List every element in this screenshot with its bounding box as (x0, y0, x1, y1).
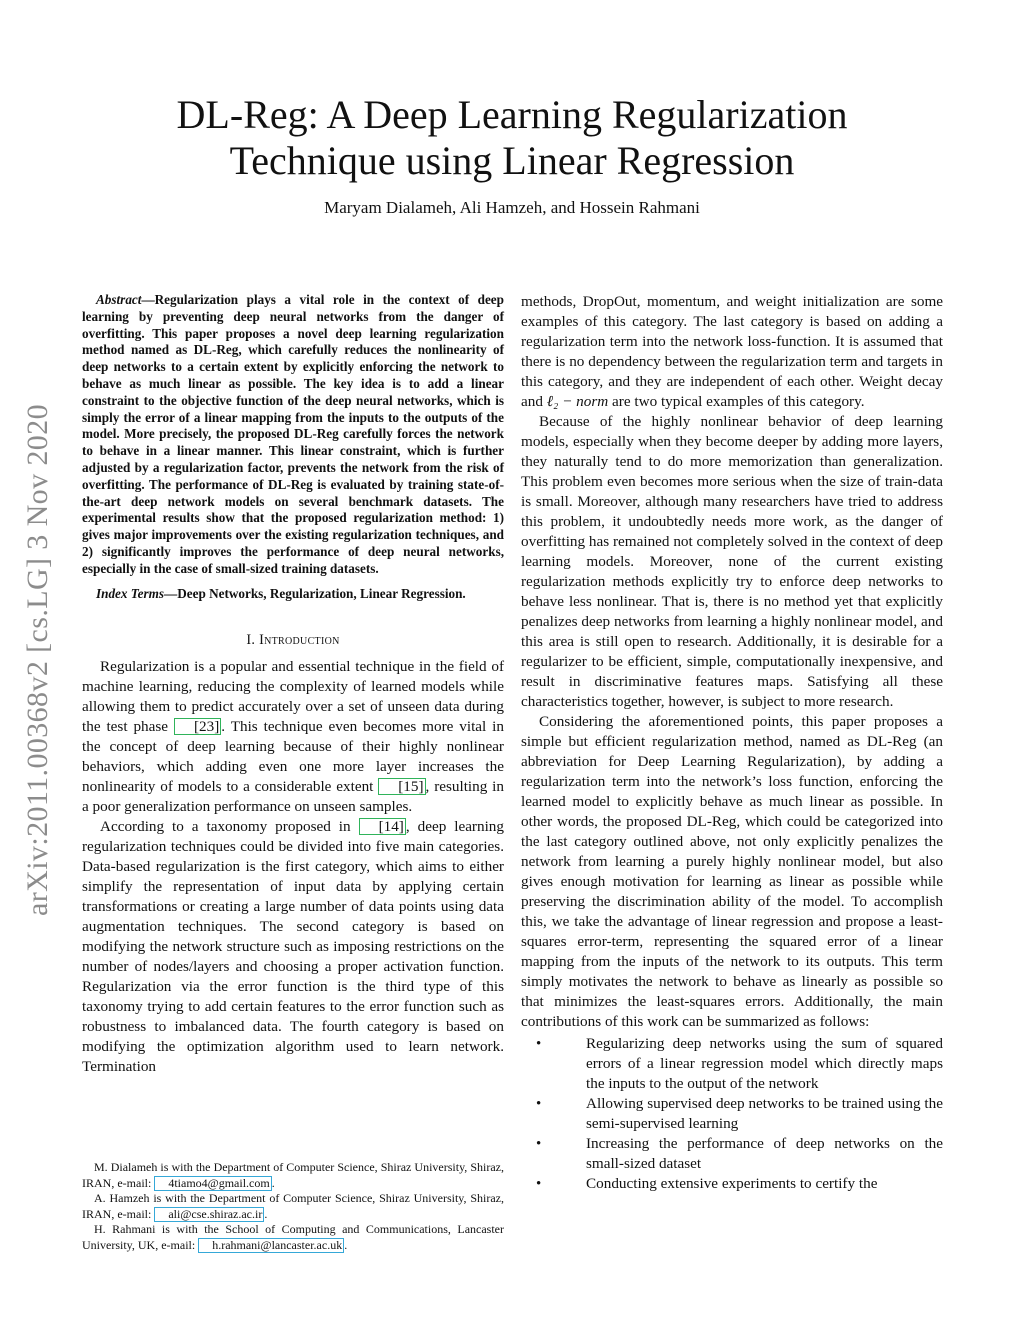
list-item (521, 1134, 943, 1174)
bullet-icon: • (536, 1036, 542, 1052)
bullet-icon: • (536, 1136, 542, 1152)
footnote-hamzeh (82, 1191, 504, 1222)
footnote-rahmani (82, 1222, 504, 1253)
contribution-text: Conducting extensive experiments to certify the (586, 1175, 878, 1192)
intro-p2-text-a: According to a taxonomy proposed in (100, 818, 359, 836)
footnote-text: M. Dialameh is with the Department of Computer Science, Shiraz University, Shiraz, IRAN, e-mail: (82, 1160, 504, 1190)
email-link[interactable]: 4tiamo4@gmail.com (154, 1176, 271, 1191)
right-paragraph-2: Because of the highly nonlinear behavior of deep learning models, especially when they become deeper by adding more layers, they naturally tend to do more memorization than generalization. This problem even becomes more serious when the size of train-data is small. Moreover, although many researchers have tried to address this problem, it undoubtedly needs more work, as the danger of overfitting has remained not completely solved in the context of deep learning models. Moreover, none of the current existing regularization methods explicitly try to enforce deep networks to behave less nonlinear. That is, there is no method yet that explicitly penalizes deep networks from learning a highly nonlinear model, and this area is still open to research. Additionally, it is desirable for a regularizer to be efficient, simple, computationally inexpensive, and result in discriminative features maps. Satisfying all these characteristics together, however, is subject to more research. (521, 413, 943, 710)
section-title: Introduction (259, 632, 340, 649)
intro-paragraph-1 (82, 657, 504, 817)
author-footnotes (82, 1160, 504, 1254)
right-p1-text-b: are two typical examples of this category. (608, 393, 865, 410)
paper-title (100, 92, 924, 184)
intro-p1-text-a: Regularization is a popular and essential technique in the field of machine learning, reducing the complexity of learned models while allowing them to predict accurately over a set of unseen data during the test phase (82, 658, 504, 736)
l2-norm-math: ℓ₂ − norm (546, 393, 609, 410)
intro-p1-text-c: , resulting in a poor generalization performance on unseen samples. (82, 778, 504, 816)
title-line-2: Technique using Linear Regression (229, 138, 795, 183)
left-column (82, 292, 504, 1077)
title-line-1: DL-Reg: A Deep Learning Regularization (176, 92, 848, 137)
author-list: Maryam Dialameh, Ali Hamzeh, and Hossein Rahmani (324, 198, 700, 217)
intro-p2-text-b: , deep learning regularization techniques could be divided into five main categories. Data-based regularization is the first category, which aims to either simplify the representation of input data by applying certain transformations or creating a large number of data points using data augmentation techniques. The second category is based on modifying the network structure such as imposing restrictions on the number of nodes/layers and choosing a proper activation function. Regularization via the error function is the third type of this taxonomy trying to add certain features to the error function such as robustness to imbalanced data. The fourth category is based on modifying the optimization algorithm used to learn network. Termination (82, 818, 504, 1076)
email-link[interactable]: h.rahmani@lancaster.ac.uk (198, 1238, 344, 1253)
right-paragraph-3: Considering the aforementioned points, this paper proposes a simple but efficient regularization method, named as DL-Reg (an abbreviation for Deep Learning Regularization), by adding a regularization term into the network’s loss function, enforcing the learned model to explicitly behave as much linear as possible. In other words, the proposed DL-Reg, which could be categorized into the last category outlined above, not only explicitly penalizes the network from learning a purely highly nonlinear model, but also gives enough motivation for learning as linear as possible while preserving the discrimination ability of the model. To accomplish this, we take the advantage of linear regression and propose a least-squares error-term, representing the squared error of a linear mapping from the inputs of the network to its outputs. This term simply motivates the network to behave as linearly as possible so that minimizes the least-squares errors. Additionally, the main contributions of this work can be summarized as follows: (521, 713, 943, 1030)
arxiv-sidebar (8, 360, 68, 960)
list-item (521, 1034, 943, 1094)
right-column (521, 292, 943, 1194)
footnote-end: . (344, 1237, 348, 1252)
section-heading-introduction (82, 630, 504, 650)
footnote-end: . (271, 1175, 275, 1190)
abstract-text: —Regularization plays a vital role in the context of deep learning by preventing deep neural networks from the danger of overfitting. This paper proposes a novel deep learning regularization method named as DL-Reg, which carefully reduces the nonlinearity of deep networks to a certain extent by explicitly enforcing the network to behave as much linear as possible. The key idea is to add a linear constraint to the objective function of the deep neural networks, which is simply the error of a linear mapping from the inputs to the outputs of the model. More precisely, the proposed DL-Reg carefully forces the network to behave in a linear manner. This linear constraint, which is further adjusted by a regularization factor, prevents the network from the risk of overfitting. The performance of DL-Reg is evaluated by training state-of-the-art deep network models on several benchmark datasets. The experimental results show that the proposed regularization method: 1) gives major improvements over the existing regularization techniques, and 2) significantly improves the performance of deep neural networks, especially in the case of small-sized training datasets. (82, 292, 504, 576)
bullet-icon: • (536, 1096, 542, 1112)
arxiv-identifier[interactable]: arXiv:2011.00368v2 [cs.LG] 3 Nov 2020 (21, 404, 55, 916)
contribution-text: Increasing the performance of deep networks on the small-sized dataset (586, 1135, 943, 1172)
abstract-label: Abstract (96, 292, 142, 307)
index-terms-label: Index Terms (96, 585, 165, 601)
section-number: I. (246, 632, 256, 649)
contribution-text: Regularizing deep networks using the sum of squared errors of a linear regression model which directly maps the inputs to the output of the network (586, 1035, 943, 1092)
bullet-icon: • (536, 1176, 542, 1192)
footnote-text: A. Hamzeh is with the Department of Computer Science, Shiraz University, Shiraz, IRAN, e-mail: (82, 1191, 504, 1221)
abstract (82, 292, 504, 578)
right-p1-text-a: methods, DropOut, momentum, and weight initialization are some examples of this category. The last category is based on adding a regularization term into the network loss-function. It is assumed that there is no dependency between the regularization term and targets in this category, and they are independent of each other. Weight decay and (521, 293, 943, 410)
list-item (521, 1174, 943, 1194)
intro-paragraph-2 (82, 817, 504, 1077)
citation-link[interactable]: [15] (378, 778, 425, 795)
email-link[interactable]: ali@cse.shiraz.ac.ir (154, 1207, 264, 1222)
right-paragraph-1 (521, 292, 943, 412)
citation-link[interactable]: [23] (174, 718, 221, 735)
intro-p1-text-b: . This technique even becomes more vital in the concept of deep learning because of their highly nonlinear behaviors, which adding even one more layer increases the nonlinearity of models to a considerable extent (82, 718, 504, 796)
citation-link[interactable]: [14] (359, 818, 406, 835)
contribution-text: Allowing supervised deep networks to be trained using the semi-supervised learning (586, 1095, 943, 1132)
index-terms-text: —Deep Networks, Regularization, Linear Regression. (164, 585, 466, 601)
index-terms (82, 586, 504, 603)
list-item (521, 1094, 943, 1134)
contributions-list (521, 1034, 943, 1194)
footnote-dialameh (82, 1160, 504, 1191)
footnote-text: H. Rahmani is with the School of Computing and Communications, Lancaster University, UK, e-mail: (82, 1222, 504, 1252)
footnote-end: . (264, 1206, 268, 1221)
